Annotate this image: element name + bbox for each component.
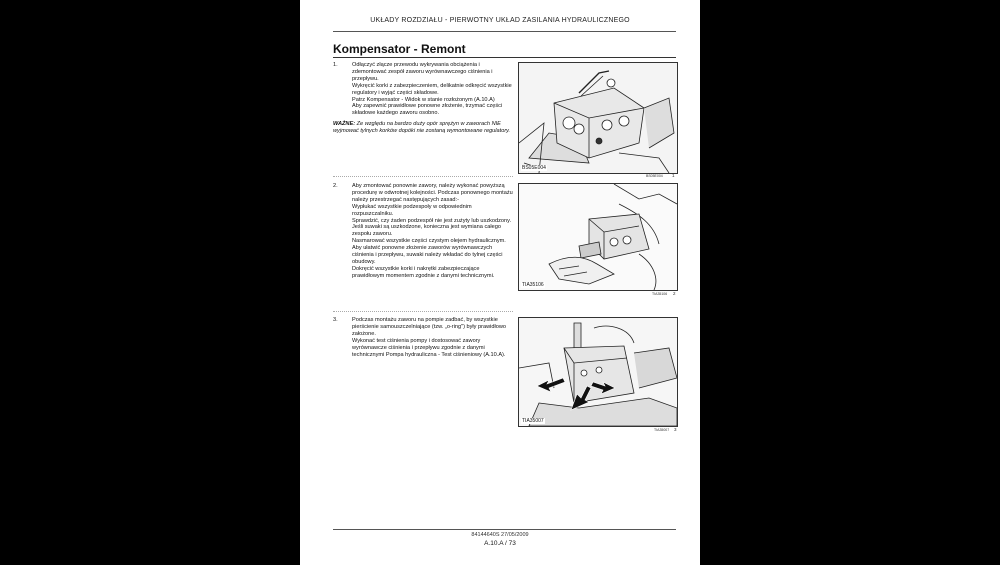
step-number: 2.: [333, 183, 338, 189]
figure-small-code: TIA35007: [654, 428, 670, 432]
important-note: [333, 121, 513, 135]
footer-rule: [333, 529, 676, 530]
step-3: [333, 317, 513, 358]
step-paragraph: Sprawdzić, czy żaden podzespół nie jest zużyty lub uszkodzony. Jeśli suwaki są uszkodzone, konieczna jest wymiana całego zespołu zaworu.: [352, 217, 512, 238]
figure-code: TIA35007: [522, 418, 544, 424]
figure-3-valve-on-pump: [518, 317, 678, 427]
figure-number: 2: [673, 291, 676, 296]
step-paragraph: Aby zapewnić prawidłowe ponowne złożenie, trzymać części składowe każdego zaworu osobno.: [352, 103, 503, 117]
step-body: [352, 317, 513, 358]
step-body: [352, 62, 513, 117]
figure-number: 3: [674, 427, 677, 432]
step-separator: [333, 311, 513, 312]
step-paragraph: Patrz Kompensator - Widok w stanie rozłożonym (A.10.A): [352, 96, 495, 103]
step-1: [333, 62, 513, 135]
step-paragraph: Nasmarować wszystkie części czystym olejem hydraulicznym.: [352, 238, 506, 245]
compensator-valve-illustration: [519, 63, 677, 173]
running-header: UKŁADY ROZDZIAŁU - PIERWOTNY UKŁAD ZASILANIA HYDRAULICZNEGO: [370, 17, 630, 24]
footer-document-id: 84144640S 27/05/2009: [471, 532, 529, 538]
figure-code: TIA35106: [522, 282, 544, 288]
figure-number: 1: [672, 173, 675, 178]
valve-hand-illustration: [519, 184, 677, 290]
step-paragraph: Wypłukać wszystkie podzespoły w odpowiednim rozpuszczalniku.: [352, 203, 472, 217]
step-separator: [333, 176, 513, 177]
step-2: [333, 183, 513, 280]
document-page: [300, 0, 700, 565]
step-paragraph: Wykręcić korki z zabezpieczeniem, delikatnie odkręcić wszystkie regulatory i wyjąć części składowe.: [352, 82, 512, 96]
title-rule: [333, 57, 676, 58]
step-number: 1.: [333, 62, 338, 68]
step-paragraph: Podczas montażu zaworu na pompie zadbać, by wszystkie pierścienie samouszczelniające (tzw. „o-ring") były prawidłowo założone.: [352, 317, 507, 337]
step-paragraph: Dokręcić wszystkie korki i nakrętki zabezpieczające prawidłowym momentem zgodnie z danymi technicznymi.: [352, 265, 495, 279]
important-label: WAŻNE:: [333, 121, 356, 128]
figure-1-compensator-valve: [518, 62, 678, 174]
header-rule: [333, 31, 676, 32]
footer-page-number: A.10.A / 73: [484, 540, 516, 547]
step-paragraph: Aby ułatwić ponowne złożenie zaworów wyrównawczych ciśnienia i przepływu, suwaki należy wkładać do tylnej części obudowy.: [352, 245, 503, 265]
step-paragraph: Wykonać test ciśnienia pompy i dostosować zawory wyrównawcze ciśnienia i przepływu zgodnie z danymi technicznymi Pompa hydrauliczna - Test ciśnieniowy (A.10.A).: [352, 337, 506, 358]
valve-on-pump-illustration: [519, 318, 677, 426]
figure-code: BS05E004: [522, 165, 546, 171]
section-title: Kompensator - Remont: [333, 42, 466, 56]
step-number: 3.: [333, 317, 338, 323]
figure-small-code: TIA35106: [652, 292, 668, 296]
step-body: [352, 183, 513, 280]
figure-small-code: BS05E004: [646, 174, 663, 178]
step-paragraph: Odłączyć złącze przewodu wykrywania obciążenia i zdemontować zespół zaworu wyrównawczego ciśnienia i przepływu.: [352, 62, 493, 82]
important-text: Ze względu na bardzo duży opór sprężyn w zaworach NIE wyjmować tylnych korków dopóki nie zostaną wymontowane regulatory.: [333, 121, 511, 135]
step-paragraph: Aby zmontować ponownie zawory, należy wykonać powyższą procedurę w odwrotnej kolejności. Podczas ponownego montażu należy przestrzegać następujących zasad:-: [352, 183, 513, 203]
figure-2-valve-in-hand: [518, 183, 678, 291]
